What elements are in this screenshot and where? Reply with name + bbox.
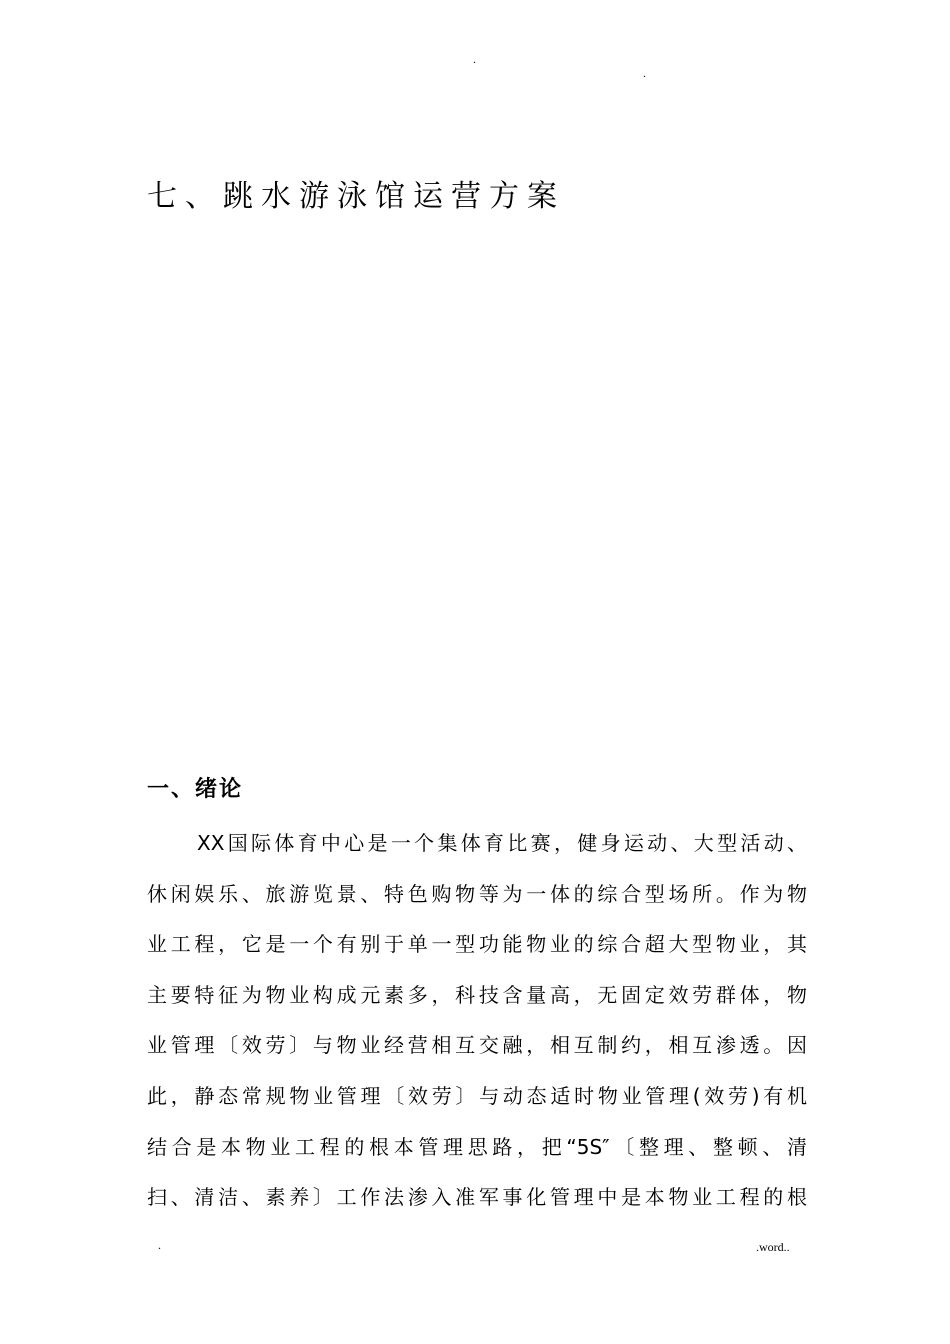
body-paragraph [147,818,807,1223]
paragraph-line: 此，静态常规物业管理〔效劳〕与动态适时物业管理(效劳)有机 [147,1083,807,1108]
footer-word-label: .word.. [756,1240,790,1254]
paragraph-line: 休闲娱乐、旅游览景、特色购物等为一体的综合型场所。作为物 [147,881,807,906]
paragraph-line: 主要特征为物业构成元素多，科技含量高，无固定效劳群体，物 [147,982,807,1007]
paragraph-line: 结合是本物业工程的根本管理思路，把“5S″〔整理、整顿、清 [147,1134,807,1159]
paragraph-line: 扫、清洁、素养〕工作法渗入准军事化管理中是本物业工程的根 [147,1185,807,1210]
footer-dot-left: . [158,1238,161,1252]
section-heading: 一、绪论 [147,777,244,802]
paragraph-line: 业工程，它是一个有别于单一型功能物业的综合超大型物业，其 [147,932,807,957]
paragraph-line: XX国际体育中心是一个集体育比赛，健身运动、大型活动、 [197,831,807,855]
document-title: 七、跳水游泳馆运营方案 [147,179,565,214]
header-dot-left: . [473,52,476,66]
header-dot-right: . [643,66,646,80]
paragraph-line: 业管理〔效劳〕与物业经营相互交融，相互制约，相互渗透。因 [147,1033,807,1058]
